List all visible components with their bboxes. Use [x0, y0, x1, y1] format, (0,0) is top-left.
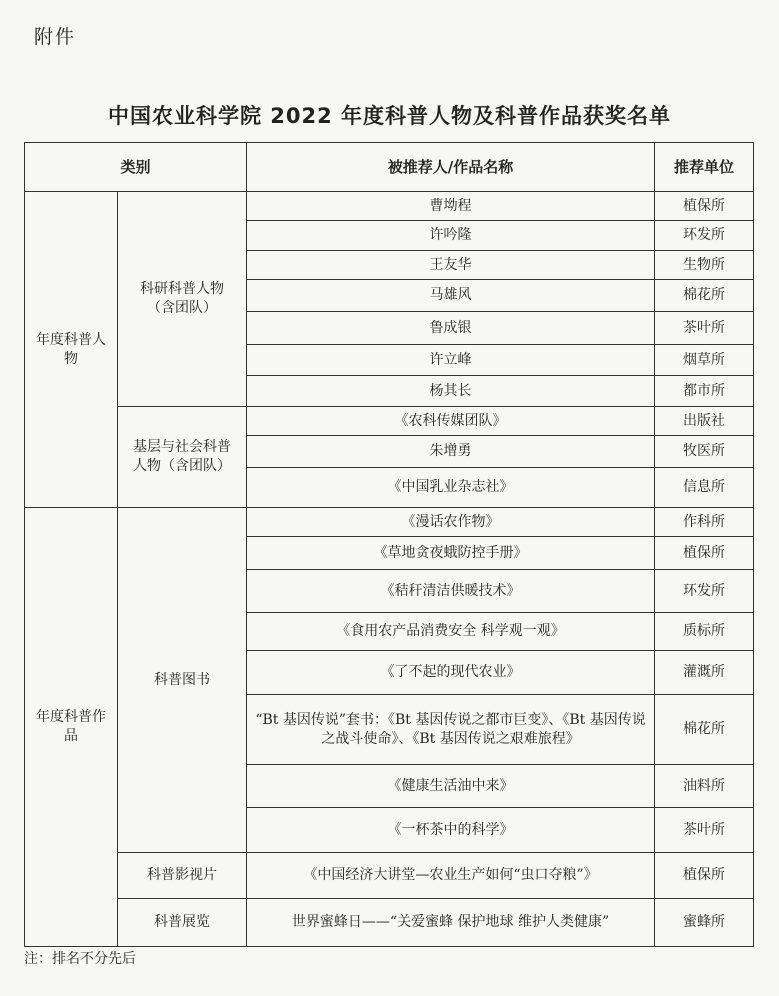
document-title: 中国农业科学院 2022 年度科普人物及科普作品获奖名单 [107, 104, 672, 128]
nominee-cell: 《秸秆清洁供暖技术》 [247, 570, 655, 613]
table-row [25, 192, 754, 221]
unit-cell: 茶叶所 [655, 312, 754, 345]
nominee-cell: 世界蜜蜂日——“关爱蜜蜂 保护地球 维护人类健康” [247, 899, 655, 947]
nominee-cell: 王友华 [247, 251, 655, 280]
category-group-cell: 年度科普作品 [25, 508, 118, 947]
unit-cell: 植保所 [655, 853, 754, 899]
unit-cell: 茶叶所 [655, 808, 754, 853]
nominee-cell: 杨其长 [247, 376, 655, 407]
unit-cell: 棉花所 [655, 695, 754, 765]
table-row [25, 508, 754, 537]
nominee-cell: 曹坳程 [247, 192, 655, 221]
unit-cell: 环发所 [655, 221, 754, 251]
nominee-cell: 《农科传媒团队》 [247, 407, 655, 436]
nominee-cell: “Bt 基因传说”套书：《Bt 基因传说之都市巨变》、《Bt 基因传说之战斗使命》、《Bt 基因传说之艰难旅程》 [247, 695, 655, 765]
unit-cell: 作科所 [655, 508, 754, 537]
subcategory-cell: 科普展览 [118, 899, 247, 947]
unit-cell: 油料所 [655, 765, 754, 808]
unit-cell: 都市所 [655, 376, 754, 407]
header-unit: 推荐单位 [655, 143, 754, 192]
footnote: 注：排名不分先后 [24, 951, 136, 967]
unit-cell: 棉花所 [655, 280, 754, 312]
nominee-cell: 鲁成银 [247, 312, 655, 345]
table-row [25, 899, 754, 947]
unit-cell: 烟草所 [655, 345, 754, 376]
unit-cell: 信息所 [655, 468, 754, 508]
unit-cell: 环发所 [655, 570, 754, 613]
nominee-cell: 《草地贪夜蛾防控手册》 [247, 537, 655, 570]
nominee-cell: 许吟隆 [247, 221, 655, 251]
unit-cell: 牧医所 [655, 436, 754, 468]
nominee-cell: 《一杯茶中的科学》 [247, 808, 655, 853]
unit-cell: 植保所 [655, 537, 754, 570]
nominee-cell: 《漫话农作物》 [247, 508, 655, 537]
nominee-cell: 朱增勇 [247, 436, 655, 468]
unit-cell: 植保所 [655, 192, 754, 221]
nominee-cell: 许立峰 [247, 345, 655, 376]
nominee-cell: 《中国乳业杂志社》 [247, 468, 655, 508]
unit-cell: 出版社 [655, 407, 754, 436]
subcategory-cell: 基层与社会科普人物（含团队） [118, 407, 247, 508]
table-row [25, 407, 754, 436]
unit-cell: 蜜蜂所 [655, 899, 754, 947]
table-header-row [25, 143, 754, 192]
nominee-cell: 《了不起的现代农业》 [247, 651, 655, 695]
nominee-cell: 马雄风 [247, 280, 655, 312]
header-nominee: 被推荐人/作品名称 [247, 143, 655, 192]
category-group-cell: 年度科普人物 [25, 192, 118, 508]
unit-cell: 生物所 [655, 251, 754, 280]
subcategory-cell: 科普图书 [118, 508, 247, 853]
award-table [24, 142, 754, 947]
unit-cell: 灌溉所 [655, 651, 754, 695]
nominee-cell: 《健康生活油中来》 [247, 765, 655, 808]
subcategory-cell: 科研科普人物（含团队） [118, 192, 247, 407]
nominee-cell: 《食用农产品消费安全 科学观一观》 [247, 613, 655, 651]
table-row [25, 853, 754, 899]
attachment-label: 附件 [34, 26, 77, 48]
nominee-cell: 《中国经济大讲堂—农业生产如何“虫口夺粮”》 [247, 853, 655, 899]
header-category: 类别 [25, 143, 247, 192]
unit-cell: 质标所 [655, 613, 754, 651]
subcategory-cell: 科普影视片 [118, 853, 247, 899]
